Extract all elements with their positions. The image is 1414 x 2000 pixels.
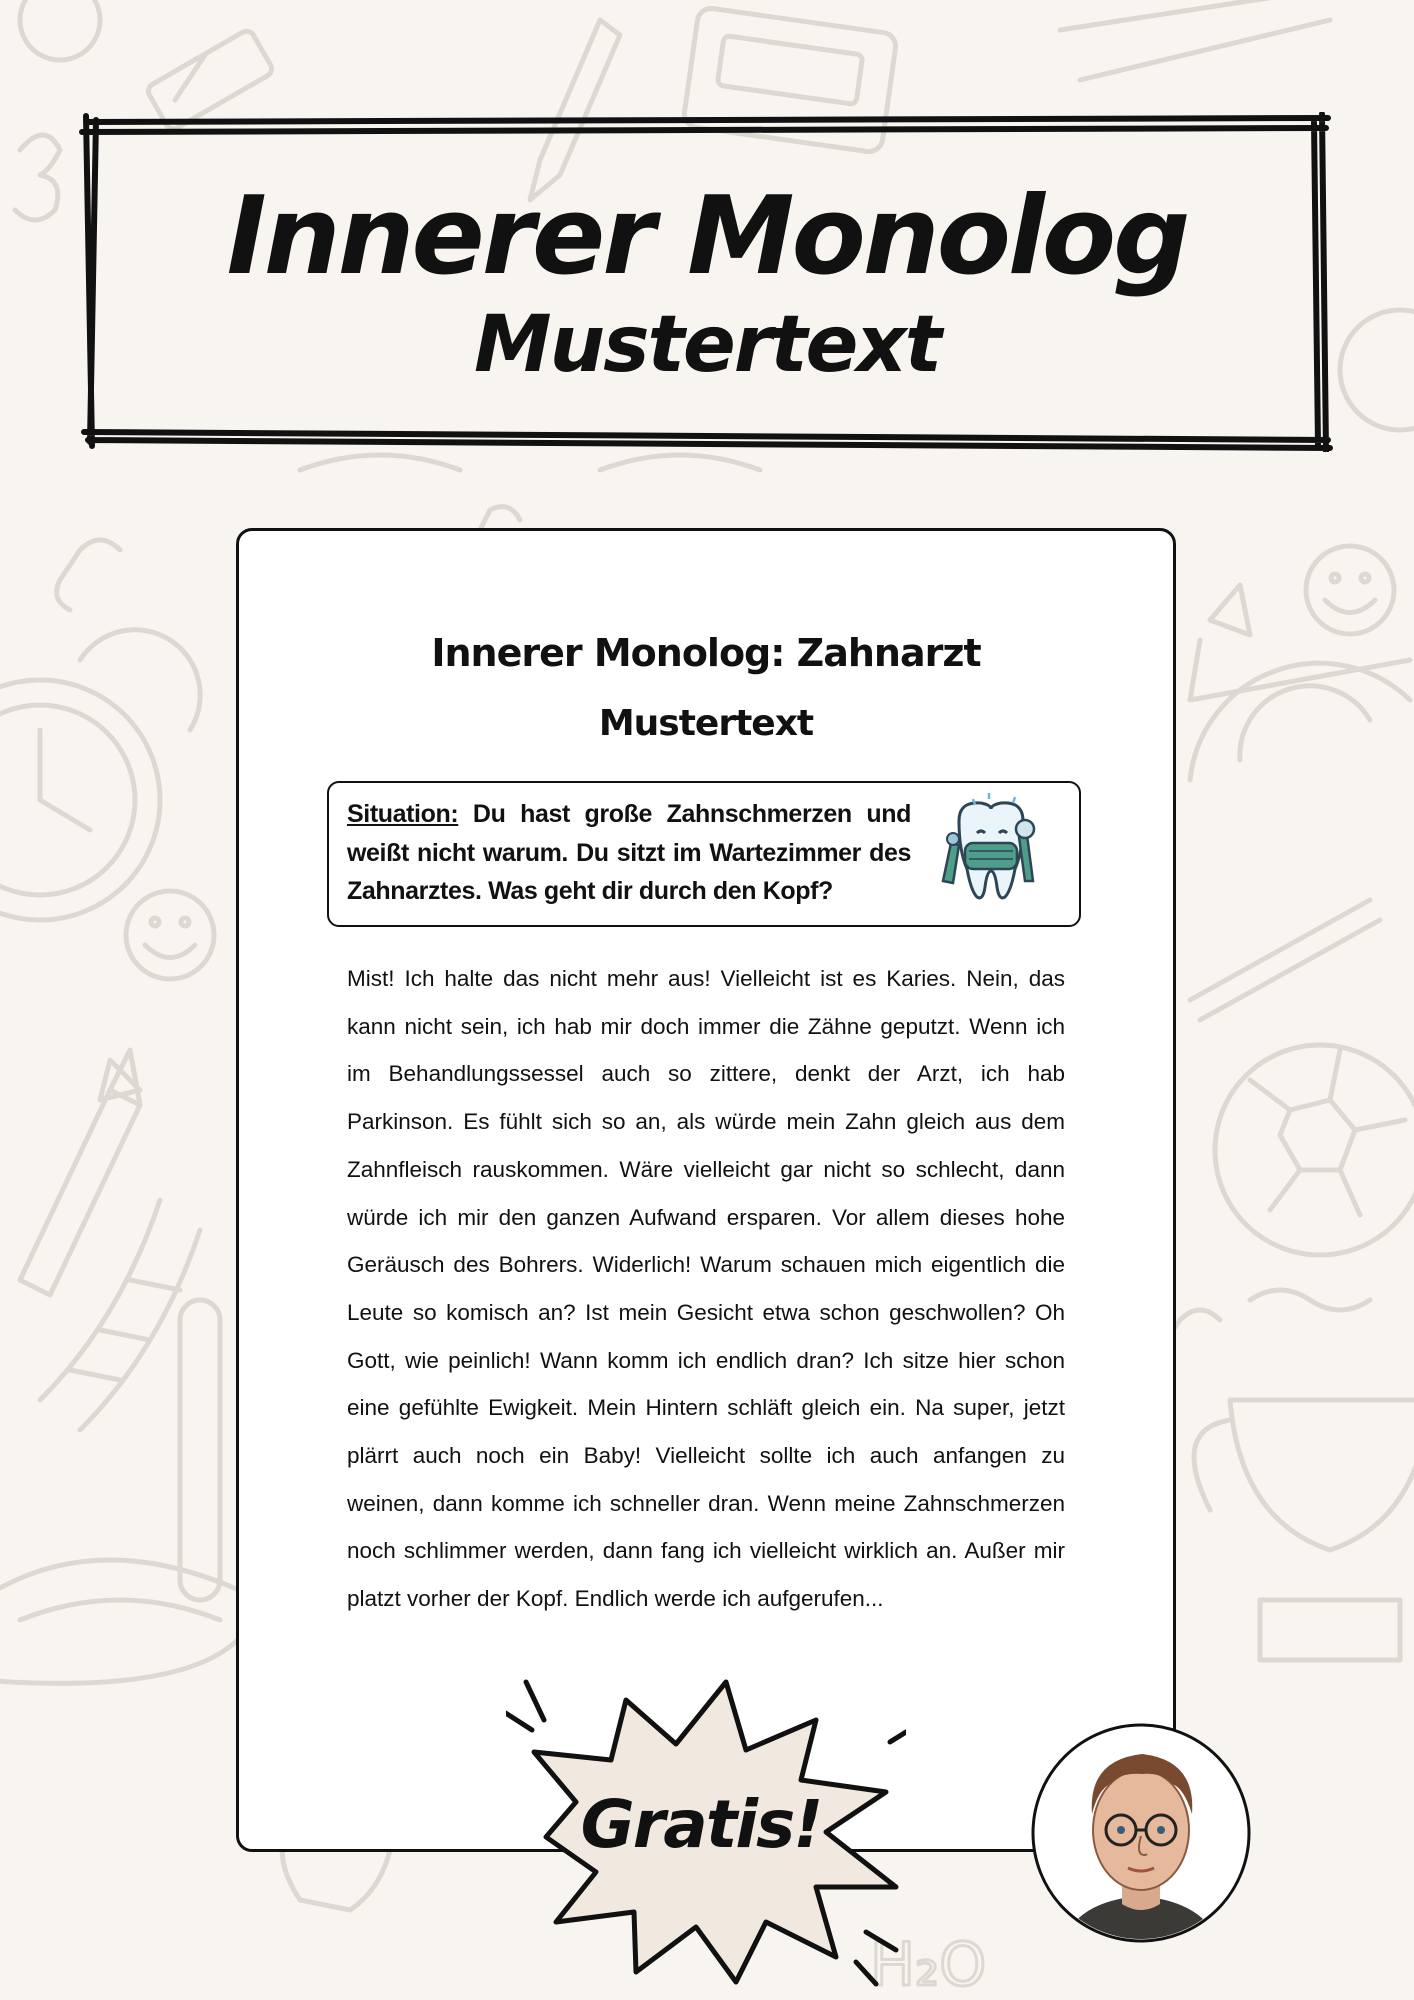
- dna-doodle: [40, 1200, 200, 1430]
- situation-box: [327, 781, 1081, 927]
- author-avatar: [1030, 1722, 1252, 1944]
- card-title: Innerer Monolog: Zahnarzt: [431, 631, 981, 675]
- soccer-ball-doodle: [1215, 1045, 1414, 1255]
- triangle-doodle: [1210, 585, 1250, 635]
- tooth-with-mask-icon: [929, 791, 1053, 915]
- number-doodle: [15, 135, 60, 220]
- pencil-doodle-left: [20, 1050, 140, 1295]
- situation-text: [347, 795, 911, 911]
- backpack-doodle: [180, 1300, 220, 1600]
- squiggle-doodle: [1250, 1290, 1370, 1310]
- h2o-doodle: H₂O: [870, 1930, 987, 2000]
- card-subtitle: Mustertext: [598, 703, 814, 744]
- smiley-doodle-left: [126, 891, 214, 979]
- gratis-label: Gratis!: [580, 1786, 822, 1863]
- paperclip-doodle-top: [57, 540, 120, 610]
- title-box: [96, 128, 1318, 440]
- situation-description: Du hast große Zahnschmerzen und weißt nicht warum. Du sitzt im Wartezimmer des Zahnarztes. Was geht dir durch den Kopf?: [347, 800, 911, 905]
- situation-label: Situation:: [347, 800, 459, 828]
- page-title: Innerer Monolog: [226, 173, 1188, 299]
- compass-doodle: [20, 0, 100, 60]
- magnifier-doodle: [1340, 310, 1414, 430]
- page-subtitle: Mustertext: [473, 299, 940, 390]
- setsquare-doodle: [1190, 640, 1410, 700]
- syringe-doodle: [1190, 900, 1380, 1020]
- trophy-doodle: [1194, 1400, 1414, 1660]
- alarm-clock-doodle: [0, 630, 200, 920]
- glasses-doodle: [300, 455, 760, 470]
- worksheet-card: [236, 528, 1176, 1852]
- smiley-doodle-right: [1306, 546, 1394, 634]
- monologue-text: Mist! Ich halte das nicht mehr aus! Vielleicht ist es Karies. Nein, das kann nicht sein, ich hab mir doch immer die Zähne geputzt. Wenn ich im Behandlungssessel auch so zittere, denkt der Arzt, ich hab Parkinson. Es fühlt sich so an, als würde mein Zahn gleich aus dem Zahnfleisch rauskommen. Wäre vielleicht gar nicht so schlecht, dann würde ich mir den ganzen Aufwand ersparen. Vor allem dieses hohe Geräusch des Bohrers. Widerlich! Warum schauen mich eigentlich die Leute so komisch an? Ist mein Gesicht etwa schon geschwollen? Oh Gott, wie peinlich! Wann komm ich endlich dran? Ich sitze hier schon eine gefühlte Ewigkeit. Mein Hintern schläft gleich ein. Na super, jetzt plärrt auch noch ein Baby! Vielleicht sollte ich auch anfangen zu weinen, dann komme ich schneller dran. Wenn meine Zahnschmerzen noch schlimmer werden, dann fang ich vielleicht wirklich an. Außer mir platzt vorher der Kopf. Endlich werde ich aufgerufen...: [347, 966, 1065, 1612]
- ruler-doodle: [1060, 0, 1330, 80]
